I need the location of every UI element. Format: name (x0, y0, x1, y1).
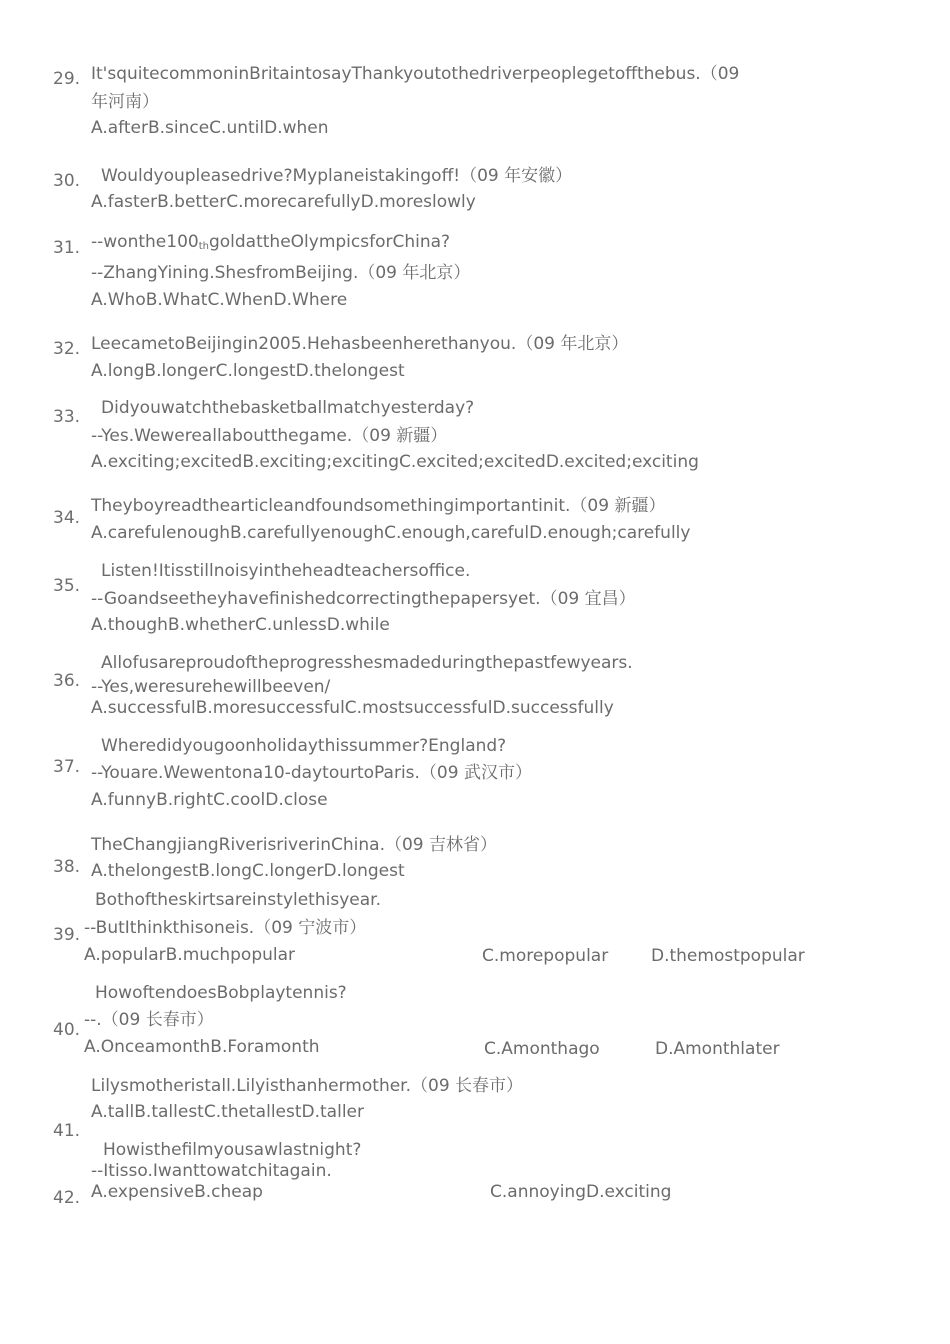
question-stem: Allofusareproudoftheprogresshesmadeduringthepastfewyears. (101, 653, 633, 673)
answer-options: A.funnyB.rightC.coolD.close (91, 790, 328, 810)
question-number: 39. (53, 925, 81, 945)
question-response: --Goandseetheyhavefinishedcorrectingthepapersyet.（09 宜昌） (91, 589, 636, 609)
question-number: 32. (53, 339, 81, 359)
answer-options: A.WhoB.WhatC.WhenD.Where (91, 290, 348, 310)
question-number: 42. (53, 1188, 81, 1208)
question-stem: Didyouwatchthebasketballmatchyesterday? (101, 398, 475, 418)
question-stem: HowoftendoesBobplaytennis? (95, 983, 347, 1003)
question-number: 31. (53, 238, 81, 258)
question-stem: Wouldyoupleasedrive?Myplaneistakingoff!（09 年安徽） (101, 166, 573, 186)
answer-option-d: D.Amonthlater (655, 1039, 780, 1059)
answer-option-c-d: C.annoyingD.exciting (490, 1182, 672, 1202)
question-stem: $--wonthe100_{th}goldattheOlympicsforChina$? (91, 232, 451, 252)
answer-options: A.afterB.sinceC.untilD.when (91, 118, 329, 138)
question-response: --ZhangYining.ShesfromBeijing.（09 年北京） (91, 263, 471, 283)
answer-options: A.tallB.tallestC.thetallestD.taller (91, 1102, 364, 1122)
question-number: 35. (53, 576, 81, 596)
question-response: --.（09 长春市） (84, 1010, 214, 1030)
question-source: 年河南） (91, 92, 159, 112)
answer-option-a-b: A.expensiveB.cheap (91, 1182, 263, 1202)
answer-option-c: C.morepopular (482, 946, 609, 966)
answer-option-a-b: A.OnceamonthB.Foramonth (84, 1037, 320, 1057)
question-stem: Theyboyreadthearticleandfoundsomethingimportantinit.（09 新疆） (91, 496, 666, 516)
question-number: 40. (53, 1020, 81, 1040)
question-number: 38. (53, 857, 81, 877)
question-number: 41. (53, 1121, 81, 1141)
question-number: 33. (53, 407, 81, 427)
question-number: 30. (53, 171, 81, 191)
question-response: --Itisso.Iwanttowatchitagain. (91, 1161, 332, 1181)
question-number: 34. (53, 508, 81, 528)
answer-options: A.thoughB.whetherC.unlessD.while (91, 615, 390, 635)
answer-options: A.fasterB.betterC.morecarefullyD.moreslowly (91, 192, 476, 212)
question-stem: It'squitecommoninBritaintosayThankyoutothedriverpeoplegetoffthebus.（09 (91, 64, 740, 84)
answer-option-c: C.Amonthago (484, 1039, 600, 1059)
answer-options: A.successfulB.moresuccessfulC.mostsuccessfulD.successfully (91, 698, 614, 718)
question-response: --Youare.Wewentona10-daytourtoParis.（09 武汉市） (91, 763, 532, 783)
question-response: --Yes,weresurehewillbeeven/ (91, 677, 331, 697)
question-stem: Howisthefilmyousawlastnight? (103, 1140, 362, 1160)
answer-option-d: D.themostpopular (651, 946, 805, 966)
answer-options: A.carefulenoughB.carefullyenoughC.enough,carefulD.enough;carefully (91, 523, 691, 543)
question-response: --Yes.Wewereallaboutthegame.（09 新疆） (91, 426, 448, 446)
question-stem: Lilysmotheristall.Lilyisthanhermother.（09 长春市） (91, 1076, 524, 1096)
question-number: 36. (53, 671, 81, 691)
question-stem: Bothoftheskirtsareinstylethisyear. (95, 890, 381, 910)
question-stem: Wheredidyougoonholidaythissummer?England? (101, 736, 507, 756)
answer-options: A.exciting;excitedB.exciting;excitingC.excited;excitedD.excited;exciting (91, 452, 699, 472)
answer-option-a-b: A.popularB.muchpopular (84, 945, 296, 965)
question-stem: Listen!Itisstillnoisyintheheadteachersoffice. (101, 561, 471, 581)
question-stem: LeecametoBeijingin2005.Hehasbeenherethanyou.（09 年北京） (91, 334, 629, 354)
question-number: 37. (53, 757, 81, 777)
question-response: --ButIthinkthisoneis.（09 宁波市） (84, 918, 367, 938)
answer-options: A.thelongestB.longC.longerD.longest (91, 861, 405, 881)
answer-options: A.longB.longerC.longestD.thelongest (91, 361, 405, 381)
question-stem: TheChangjiangRiverisriverinChina.（09 吉林省） (91, 835, 498, 855)
question-number: 29. (53, 69, 81, 89)
